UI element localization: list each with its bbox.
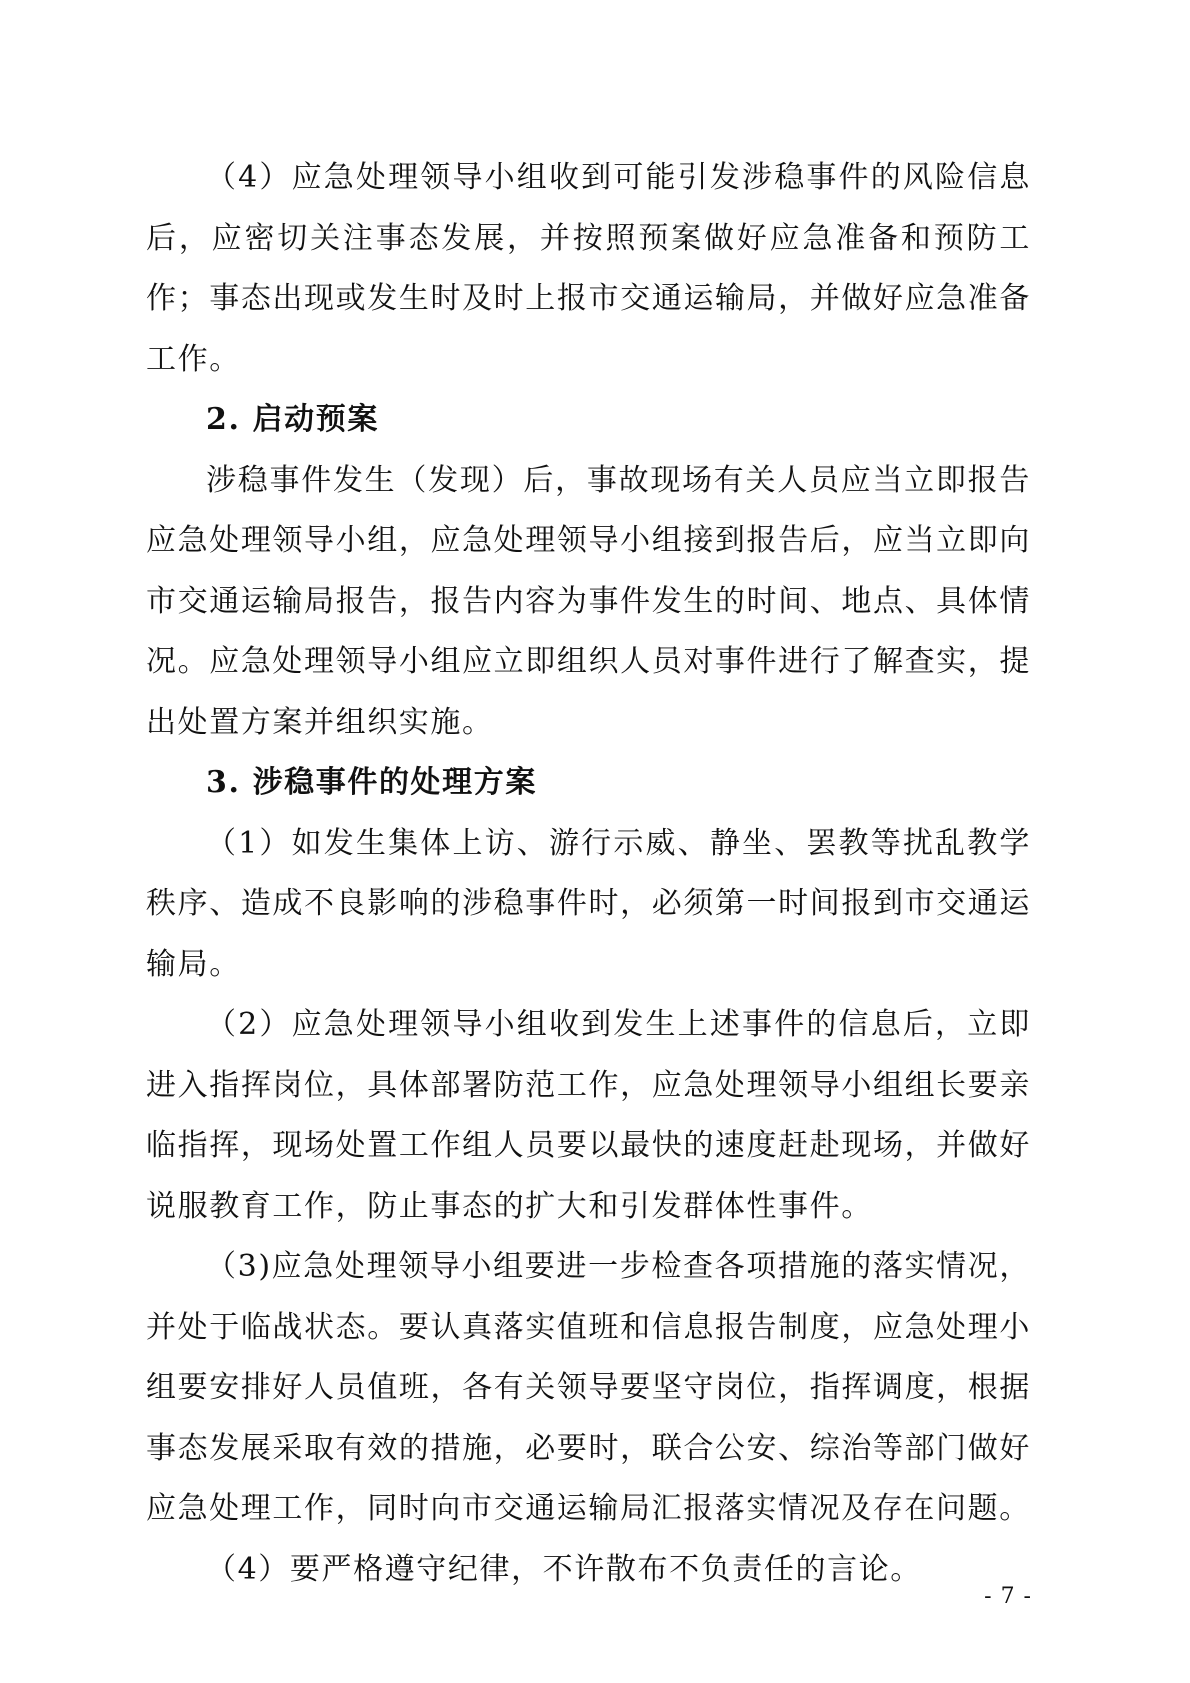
page-number: - 7 - xyxy=(984,1584,1032,1609)
paragraph-1-report: （1）如发生集体上访、游行示威、静坐、罢教等扰乱教学秩序、造成不良影响的涉稳事件时，必须第一时间报到市交通运输局。 xyxy=(146,825,1031,982)
paragraph-4-discipline: （4）要严格遵守纪律，不许散布不负责任的言论。 xyxy=(206,1551,922,1587)
paragraph-start-plan: 涉稳事件发生（发现）后，事故现场有关人员应当立即报告应急处理领导小组，应急处理领导小组接到报告后，应当立即向市交通运输局报告，报告内容为事件发生的时间、地点、具体情况。应急处理领导小组应立即组织人员对事件进行了解查实，提出处置方案并组织实施。 xyxy=(146,462,1031,740)
heading-2-start-plan: 2. 启动预案 xyxy=(206,402,379,437)
paragraph-4-risk-info: （4）应急处理领导小组收到可能引发涉稳事件的风险信息后，应密切关注事态发展，并按照预案做好应急准备和预防工作；事态出现或发生时及时上报市交通运输局，并做好应急准备工作。 xyxy=(146,160,1031,377)
paragraph-3-measures: （3)应急处理领导小组要进一步检查各项措施的落实情况，并处于临战状态。要认真落实值班和信息报告制度，应急处理小组要安排好人员值班，各有关领导要坚守岗位，指挥调度，根据事态发展采取有效的措施，必要时，联合公安、综治等部门做好应急处理工作，同时向市交通运输局汇报落实情况及存在问题。 xyxy=(146,1249,1031,1526)
paragraph-2-command: （2）应急处理领导小组收到发生上述事件的信息后，立即进入指挥岗位，具体部署防范工作，应急处理领导小组组长要亲临指挥，现场处置工作组人员要以最快的速度赶赴现场，并做好说服教育工作，防止事态的扩大和引发群体性事件。 xyxy=(146,1007,1031,1224)
document-body xyxy=(146,148,1031,1600)
heading-3-handling-plan: 3. 涉稳事件的处理方案 xyxy=(206,765,537,800)
